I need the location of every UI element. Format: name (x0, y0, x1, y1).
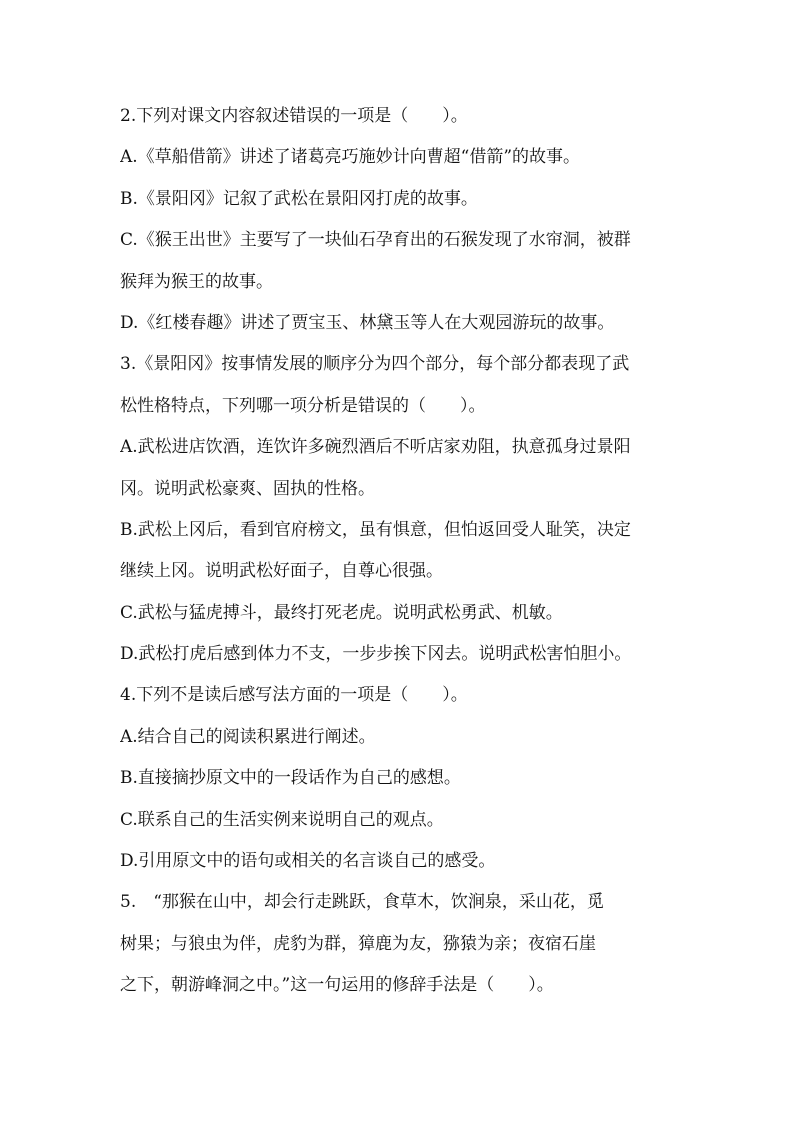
q5-stem-cont-1: 树果；与狼虫为伴，虎豹为群，獐鹿为友，猕猿为亲；夜宿石崖 (120, 933, 596, 954)
q3-option-c: C.武松与猛虎搏斗，最终打死老虎。说明武松勇武、机敏。 (120, 602, 563, 623)
q2-stem: 2.下列对课文内容叙述错误的一项是（ ）。 (120, 106, 468, 126)
q3-option-a: A.武松进店饮酒，连饮许多碗烈酒后不听店家劝阻，执意孤身过景阳 (120, 437, 631, 458)
q5-stem-cont-2: 之下，朝游峰洞之中。”这一句运用的修辞手法是（ ）。 (120, 975, 554, 996)
q4-option-b: B.直接摘抄原文中的一段话作为自己的感想。 (120, 768, 461, 789)
q3-option-d: D.武松打虎后感到体力不支，一步步挨下冈去。说明武松害怕胆小。 (120, 644, 632, 665)
q4-stem: 4.下列不是读后感写法方面的一项是（ ）。 (120, 685, 468, 706)
q3-option-b: B.武松上冈后，看到官府榜文，虽有惧意，但怕返回受人耻笑，决定 (120, 519, 631, 540)
q3-option-b-cont: 继续上冈。说明武松好面子，自尊心很强。 (120, 561, 443, 582)
q3-option-a-cont: 冈。说明武松豪爽、固执的性格。 (120, 478, 375, 499)
question-text-block (120, 96, 680, 1007)
q4-option-d: D.引用原文中的语句或相关的名言谈自己的感受。 (120, 851, 496, 872)
q2-option-b: B.《景阳冈》记叙了武松在景阳冈打虎的故事。 (120, 188, 478, 209)
q2-option-d: D.《红楼春趣》讲述了贾宝玉、林黛玉等人在大观园游玩的故事。 (120, 312, 615, 333)
q5-stem: 5. “那猴在山中，却会行走跳跃，食草木，饮涧泉，采山花，觅 (120, 892, 604, 913)
q2-option-c-cont: 猴拜为猴王的故事。 (120, 271, 273, 292)
q4-option-c: C.联系自己的生活实例来说明自己的观点。 (120, 809, 444, 830)
q4-option-a: A.结合自己的阅读积累进行阐述。 (120, 726, 376, 747)
q3-stem-cont: 松性格特点，下列哪一项分析是错误的（ ）。 (120, 395, 486, 416)
q2-option-a: A.《草船借箭》讲述了诸葛亮巧施妙计向曹超“借箭”的故事。 (120, 147, 581, 168)
q2-option-c: C.《猴王出世》主要写了一块仙石孕育出的石猴发现了水帘洞，被群 (120, 230, 631, 251)
q3-stem: 3.《景阳冈》按事情发展的顺序分为四个部分，每个部分都表现了武 (120, 354, 630, 375)
